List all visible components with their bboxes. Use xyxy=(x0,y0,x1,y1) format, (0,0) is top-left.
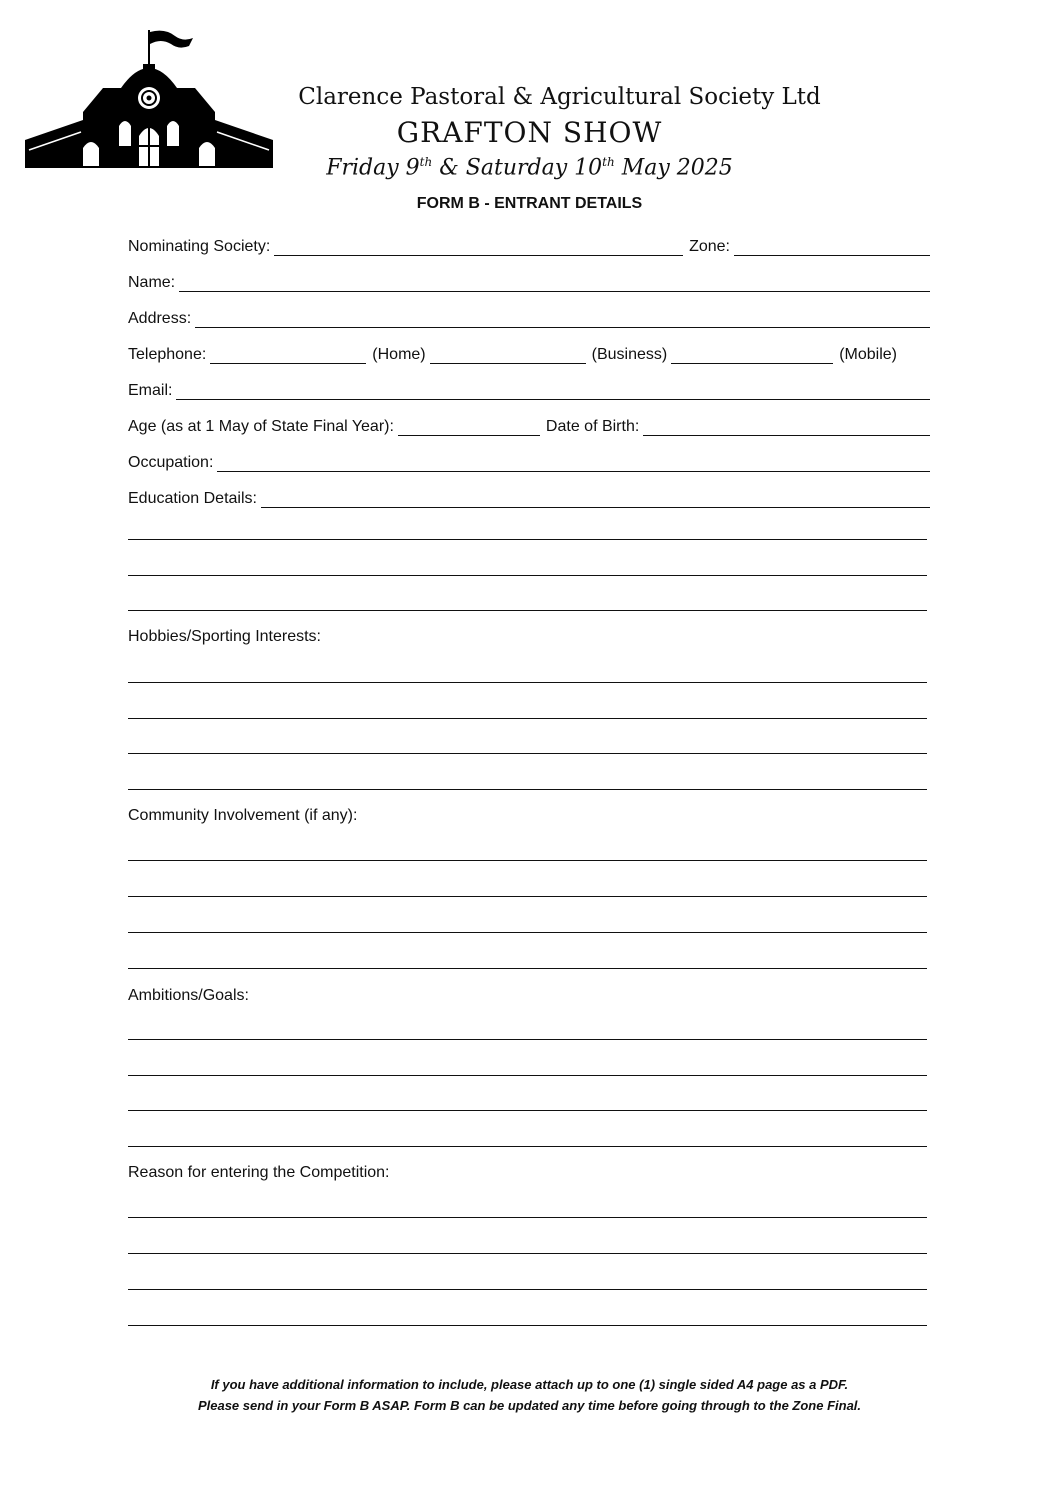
ambitions-line[interactable] xyxy=(128,1110,927,1111)
email-label: Email: xyxy=(128,382,173,399)
dob-field[interactable] xyxy=(643,419,930,436)
footer-note-1: If you have additional information to include, please attach up to one (1) single sided A4 page as a PDF. xyxy=(210,1377,849,1392)
address-field[interactable] xyxy=(195,311,930,328)
footer-note-2: Please send in your Form B ASAP. Form B can be updated any time before going through to the Zone Final. xyxy=(197,1398,862,1413)
reason-heading: Reason for entering the Competition: xyxy=(128,1164,390,1181)
hobbies-line[interactable] xyxy=(128,718,927,719)
community-line[interactable] xyxy=(128,968,927,969)
age-field[interactable] xyxy=(398,419,540,436)
name-field[interactable] xyxy=(179,275,930,292)
ambitions-heading: Ambitions/Goals: xyxy=(128,987,249,1004)
nominating-society-row xyxy=(128,236,930,256)
date-part-3: May 2025 xyxy=(614,155,733,181)
reason-line[interactable] xyxy=(128,1289,927,1290)
age-label: Age (as at 1 May of State Final Year): xyxy=(128,418,394,435)
email-field[interactable] xyxy=(176,383,930,400)
hobbies-line[interactable] xyxy=(128,753,927,754)
date-part-2: & Saturday 10 xyxy=(432,155,603,181)
education-line[interactable] xyxy=(128,575,927,576)
occupation-label: Occupation: xyxy=(128,454,214,471)
hobbies-heading: Hobbies/Sporting Interests: xyxy=(128,628,321,645)
hobbies-line[interactable] xyxy=(128,789,927,790)
organisation-name: Clarence Pastoral & Agricultural Society Ltd xyxy=(298,84,821,110)
business-phone-field[interactable] xyxy=(430,347,586,364)
telephone-row xyxy=(128,344,930,364)
dob-label: Date of Birth: xyxy=(545,418,640,435)
nominating-society-label: Nominating Society: xyxy=(128,238,271,255)
zone-label: Zone: xyxy=(689,238,730,255)
ambitions-line[interactable] xyxy=(128,1039,927,1040)
education-line[interactable] xyxy=(128,539,927,540)
ambitions-line[interactable] xyxy=(128,1146,927,1147)
community-line[interactable] xyxy=(128,860,927,861)
home-label: (Home) xyxy=(372,346,426,363)
age-dob-row xyxy=(128,416,930,436)
reason-line[interactable] xyxy=(128,1217,927,1218)
hobbies-line[interactable] xyxy=(128,682,927,683)
date-part-1: Friday 9 xyxy=(326,155,420,181)
zone-field[interactable] xyxy=(734,239,930,256)
name-row xyxy=(128,272,930,292)
education-line[interactable] xyxy=(128,610,927,611)
mobile-phone-field[interactable] xyxy=(671,347,833,364)
ambitions-line[interactable] xyxy=(128,1075,927,1076)
email-row xyxy=(128,380,930,400)
address-row xyxy=(128,308,930,328)
nominating-society-field[interactable] xyxy=(274,239,683,256)
date-suffix-2: th xyxy=(602,155,615,169)
telephone-label: Telephone: xyxy=(128,346,207,363)
occupation-field[interactable] xyxy=(217,455,930,472)
home-phone-field[interactable] xyxy=(210,347,366,364)
reason-line[interactable] xyxy=(128,1253,927,1254)
community-line[interactable] xyxy=(128,932,927,933)
show-dates xyxy=(0,155,1059,180)
reason-line[interactable] xyxy=(128,1325,927,1326)
address-label: Address: xyxy=(128,310,192,327)
name-label: Name: xyxy=(128,274,176,291)
education-row xyxy=(128,488,930,508)
show-name: GRAFTON SHOW xyxy=(396,116,663,149)
community-heading: Community Involvement (if any): xyxy=(128,807,358,824)
date-suffix-1: th xyxy=(419,155,433,169)
business-label: (Business) xyxy=(591,346,668,363)
occupation-row xyxy=(128,452,930,472)
form-title: FORM B - ENTRANT DETAILS xyxy=(416,195,643,212)
education-field[interactable] xyxy=(261,491,930,508)
community-line[interactable] xyxy=(128,896,927,897)
mobile-label: (Mobile) xyxy=(839,346,898,363)
education-label: Education Details: xyxy=(128,490,257,507)
